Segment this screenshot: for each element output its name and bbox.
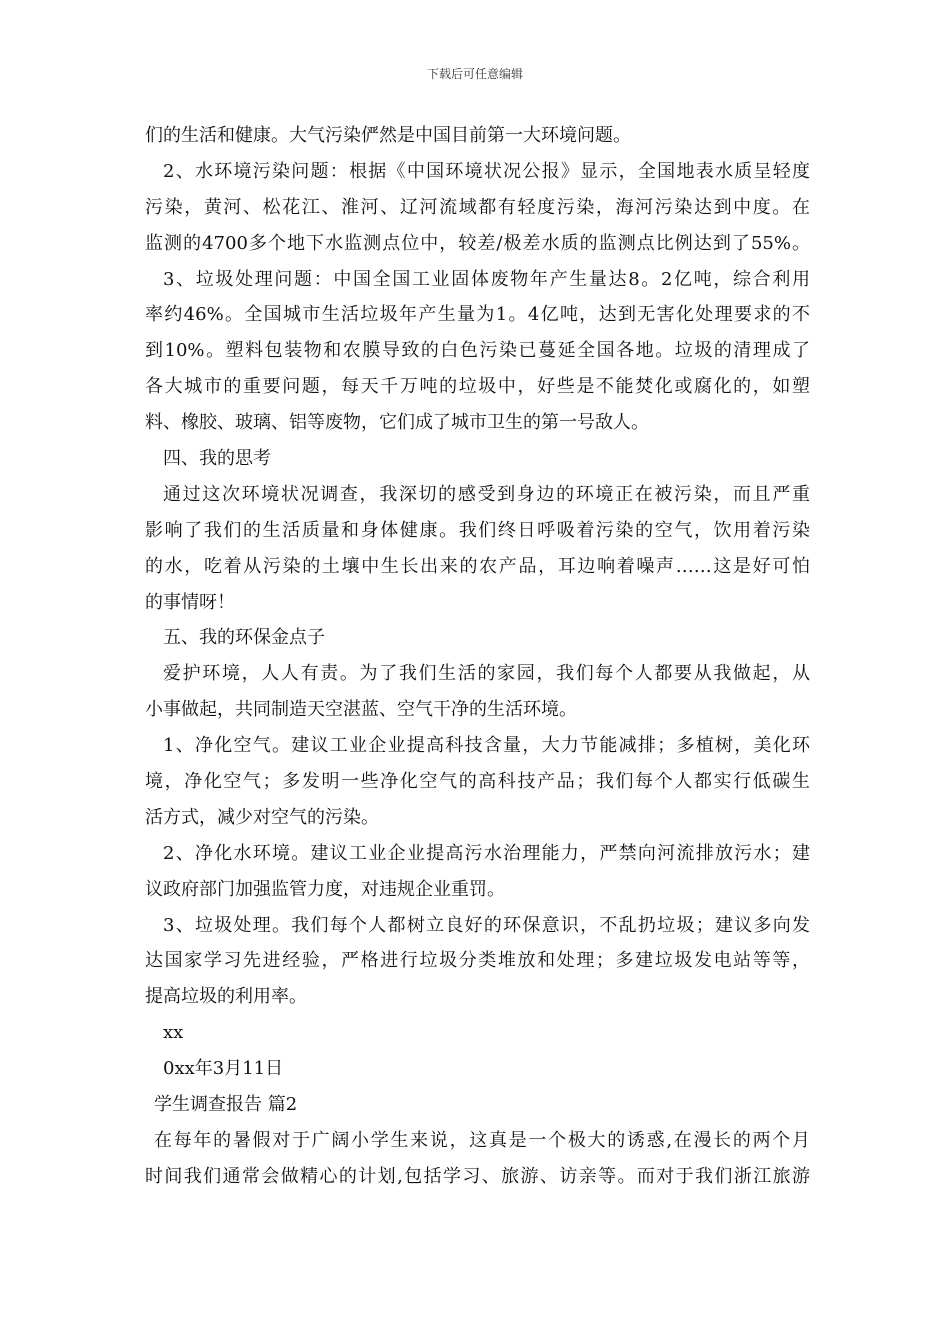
text-line: 时间我们通常会做精心的计划,包括学习、旅游、访亲等。而对于我们浙江旅游 — [145, 1165, 810, 1187]
text-line: 议政府部门加强监管力度，对违规企业重罚。 — [145, 878, 505, 900]
text-line: 2、净化水环境。建议工业企业提高污水治理能力，严禁向河流排放污水；建 — [163, 842, 810, 864]
text-line: 1、净化空气。建议工业企业提高科技含量，大力节能减排；多植树，美化环 — [163, 735, 810, 757]
text-line: 各大城市的重要问题，每天千万吨的垃圾中，好些是不能焚化或腐化的，如塑 — [145, 376, 810, 398]
text-line: 3、垃圾处理。我们每个人都树立良好的环保意识，不乱扔垃圾；建议多向发 — [163, 914, 810, 936]
text-line: 影响了我们的生活质量和身体健康。我们终日呼吸着污染的空气，饮用着污染 — [145, 519, 810, 541]
text-line: 活方式，减少对空气的污染。 — [145, 806, 379, 828]
text-line: 到10%。塑料包装物和农膜导致的白色污染已蔓延全国各地。垃圾的清理成了 — [145, 340, 810, 362]
document-body — [145, 118, 810, 1195]
text-line: 污染，黄河、松花江、淮河、辽河流域都有轻度污染，海河污染达到中度。在 — [145, 196, 810, 218]
section-heading: 五、我的环保金点子 — [163, 627, 325, 649]
text-line: 率约46%。全国城市生活垃圾年产生量为1。4亿吨，达到无害化处理要求的不 — [145, 304, 810, 326]
text-line: 小事做起，共同制造天空湛蓝、空气干净的生活环境。 — [145, 699, 577, 721]
text-line: 料、橡胶、玻璃、铝等废物，它们成了城市卫生的第一号敌人。 — [145, 412, 649, 434]
text-line: 的事情呀！ — [145, 591, 235, 613]
text-line: 爱护环境，人人有责。为了我们生活的家园，我们每个人都要从我做起，从 — [163, 663, 810, 685]
text-line: 在每年的暑假对于广阔小学生来说，这真是一个极大的诱惑,在漫长的两个月 — [154, 1129, 810, 1151]
page-header-note: 下载后可任意编辑 — [426, 67, 523, 81]
text-line: 达国家学习先进经验，严格进行垃圾分类堆放和处理；多建垃圾发电站等等， — [145, 950, 810, 972]
text-line: 的水，吃着从污染的土壤中生长出来的农产品，耳边响着噪声……这是好可怕 — [145, 555, 810, 577]
text-line: 监测的4700多个地下水监测点位中，较差/极差水质的监测点比例达到了55%。 — [145, 232, 810, 254]
text-line: 境，净化空气；多发明一些净化空气的高科技产品；我们每个人都实行低碳生 — [145, 771, 810, 793]
text-line: 们的生活和健康。大气污染俨然是中国目前第一大环境问题。 — [145, 125, 631, 146]
text-line: 3、垃圾处理问题：中国全国工业固体废物年产生量达8。2亿吨，综合利用 — [163, 268, 810, 290]
text-line: 提高垃圾的利用率。 — [145, 986, 307, 1008]
signature-name: xx — [163, 1022, 184, 1044]
section-heading: 四、我的思考 — [163, 448, 271, 470]
text-line: 2、水环境污染问题：根据《中国环境状况公报》显示，全国地表水质呈轻度 — [163, 160, 810, 182]
article-title: 学生调查报告 篇2 — [154, 1094, 298, 1116]
text-line: 通过这次环境状况调查，我深切的感受到身边的环境正在被污染，而且严重 — [163, 483, 810, 505]
signature-date: 0xx年3月11日 — [163, 1058, 284, 1080]
